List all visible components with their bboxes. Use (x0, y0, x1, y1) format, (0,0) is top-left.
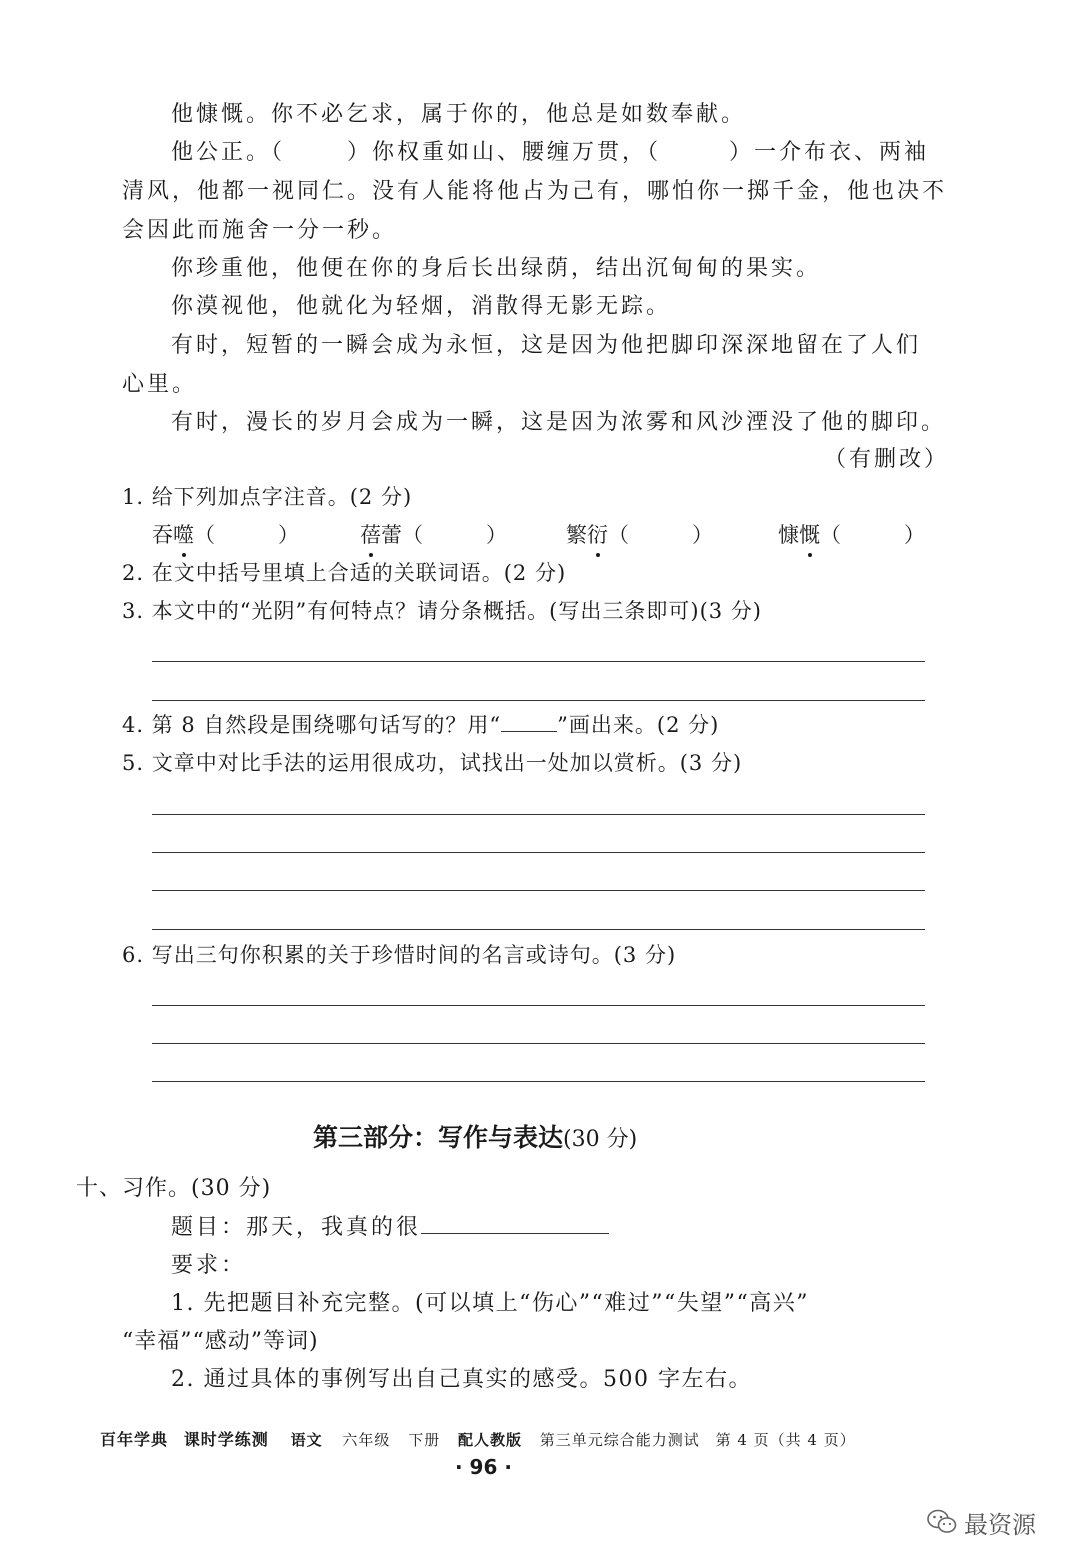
requirement-2: 2. 通过具体的事例写出自己真实的感受。500 字左右。 (171, 1367, 752, 1392)
passage-line: 会因此而施舍一分一秒。 (122, 218, 398, 243)
pinyin-item: 繁衍（ ） (566, 517, 778, 553)
pinyin-item: 慷慨（ ） (778, 517, 925, 553)
passage-text: 他公正。（ (171, 140, 286, 165)
question-text: ”画出来。(2 分) (557, 713, 720, 737)
answer-line[interactable] (152, 1005, 925, 1006)
topic-text: 题目：那天，我真的很 (171, 1215, 422, 1240)
question-1: 1. 给下列加点字注音。(2 分) (122, 485, 413, 509)
pinyin-item: 蓓蕾（ ） (360, 517, 566, 553)
passage-text: ）你权重如山、腰缠万贯，（ (347, 140, 662, 165)
passage-paragraph: 有时，短暂的一瞬会成为永恒，这是因为他把脚印深深地留在了人们 (171, 333, 922, 358)
answer-line[interactable] (152, 814, 925, 815)
question-6: 6. 写出三句你积累的关于珍惜时间的名言或诗句。(3 分) (122, 943, 677, 967)
section-heading (313, 1118, 637, 1161)
answer-blank[interactable]: （ ） (194, 523, 299, 547)
requirements-label: 要求： (171, 1253, 247, 1278)
underline-sample (501, 707, 557, 732)
question-3: 3. 本文中的“光阴”有何特点？请分条概括。(写出三条即可)(3 分) (122, 599, 762, 623)
page-number: · 96 · (455, 1455, 512, 1479)
requirement-1-cont: “幸福”“感动”等词) (122, 1329, 319, 1354)
footer-page-info: 第 4 页（共 4 页） (715, 1431, 856, 1449)
passage-paragraph (171, 134, 929, 172)
topic-blank[interactable] (421, 1209, 609, 1234)
composition-topic (171, 1209, 609, 1247)
answer-blank[interactable]: （ ） (608, 523, 713, 547)
watermark-text: 最资源 (964, 1510, 1036, 1539)
question-text: 4. 第 8 自然段是围绕哪句话写的？用“ (122, 713, 502, 737)
footer-edition: 配人教版 (457, 1431, 522, 1449)
pinyin-row (152, 517, 925, 553)
answer-line[interactable] (152, 852, 925, 853)
passage-line: 心里。 (122, 372, 198, 397)
passage-paragraph: 你漠视他，他就化为轻烟，消散得无影无踪。 (171, 294, 672, 319)
answer-line[interactable] (152, 929, 925, 930)
footer-series: 课时学练测 (183, 1430, 269, 1449)
question-2: 2. 在文中括号里填上合适的关联词语。(2 分) (122, 561, 567, 585)
passage-text: ）一介布衣、两袖 (729, 140, 930, 165)
question-4 (122, 707, 719, 743)
passage-paragraph: 有时，漫长的岁月会成为一瞬，这是因为浓雾和风沙湮没了他的脚印。 (171, 410, 947, 435)
answer-line[interactable] (152, 1081, 925, 1082)
footer-test-name: 第三单元综合能力测试 (539, 1431, 700, 1449)
passage-paragraph: 你珍重他，他便在你的身后长出绿荫，结出沉甸甸的果实。 (171, 256, 822, 281)
composition-heading: 十、习作。(30 分) (76, 1176, 272, 1201)
footer-brand: 百年学典 (100, 1430, 169, 1449)
wechat-icon (926, 1508, 958, 1536)
pinyin-item: 吞噬（ ） (152, 517, 360, 553)
footer-subject: 语文 (290, 1431, 323, 1449)
answer-line[interactable] (152, 700, 925, 701)
answer-line[interactable] (152, 1043, 925, 1044)
section-title: 第三部分：写作与表达 (313, 1123, 564, 1152)
answer-blank[interactable]: （ ） (402, 523, 507, 547)
watermark (926, 1502, 1036, 1542)
source-note: （有删改） (824, 447, 950, 472)
passage-paragraph: 他慷慨。你不必乞求，属于你的，他总是如数奉献。 (171, 102, 747, 127)
section-score: (30 分) (563, 1127, 638, 1152)
footer-grade: 六年级 (342, 1431, 391, 1449)
answer-line[interactable] (152, 661, 925, 662)
requirement-1: 1. 先把题目补充完整。(可以填上“伤心”“难过”“失望”“高兴” (171, 1291, 810, 1316)
question-5: 5. 文章中对比手法的运用很成功，试找出一处加以赏析。(3 分) (122, 751, 743, 775)
page-footer (100, 1429, 856, 1451)
answer-line[interactable] (152, 890, 925, 891)
passage-line: 清风，他都一视同仁。没有人能将他占为己有，哪怕你一掷千金，他也决不 (122, 179, 948, 204)
footer-volume: 下册 (408, 1431, 441, 1449)
answer-blank[interactable]: （ ） (820, 523, 925, 547)
